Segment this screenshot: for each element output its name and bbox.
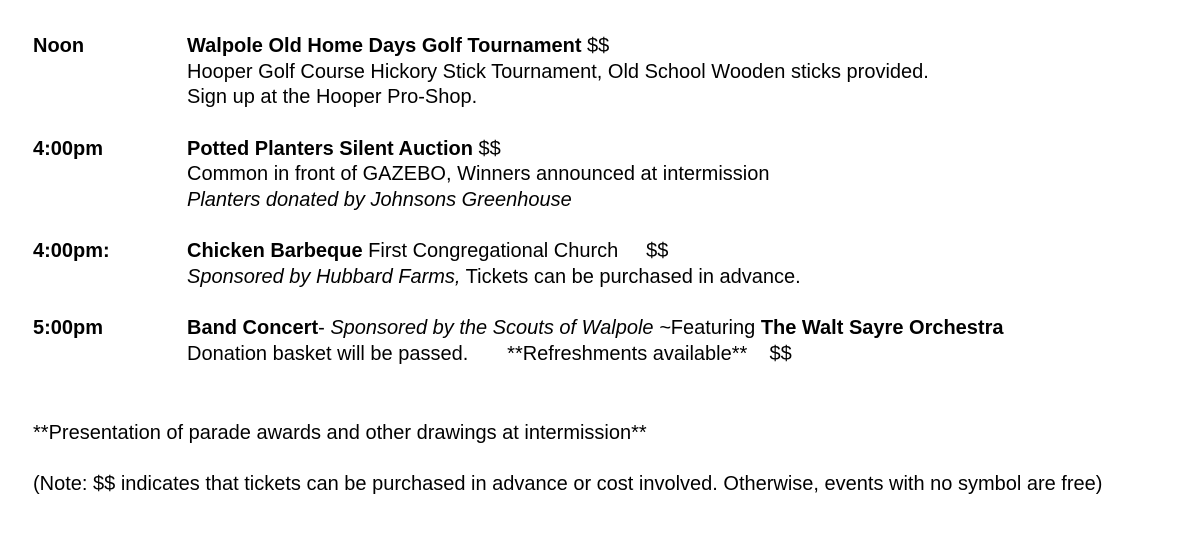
event-description: Hooper Golf Course Hickory Stick Tournament, Old School Wooden sticks provided. [187, 60, 929, 83]
event-title-dash: - [318, 317, 331, 339]
event-featured-act: The Walt Sayre Orchestra [760, 317, 1004, 339]
event-time: 5:00pm [33, 317, 104, 339]
event-title: Potted Planters Silent Auction [187, 137, 473, 160]
event-sponsor: Sponsored by Hubbard Farms, [187, 265, 461, 288]
event-description: Common in front of GAZEBO, Winners announced at intermission [187, 163, 770, 185]
event-title-line [187, 137, 1193, 163]
price-legend-note: (Note: $$ indicates that tickets can be purchased in advance or cost involved. Otherwise, events with no symbol are free) [33, 473, 1103, 495]
event-time: 4:00pm: [33, 240, 110, 262]
event-silent-auction [33, 137, 1193, 214]
event-time: 4:00pm [33, 137, 104, 160]
event-description-rest: Tickets can be purchased in advance. [460, 265, 801, 288]
event-time: Noon [33, 35, 85, 57]
event-band-concert [33, 316, 1193, 367]
event-title: Chicken Barbeque [187, 240, 363, 262]
presentation-note: **Presentation of parade awards and other drawings at intermission** [33, 422, 647, 444]
event-golf-tournament [33, 34, 1193, 111]
event-schedule [33, 34, 1193, 393]
event-title-suffix: $$ [472, 137, 501, 160]
event-title: Walpole Old Home Days Golf Tournament [187, 35, 582, 57]
event-description-extra: Sign up at the Hooper Pro-Shop. [187, 86, 478, 108]
event-description: Donation basket will be passed. **Refreshments available** $$ [187, 342, 792, 365]
event-title-suffix: First Congregational Church $$ [362, 240, 669, 262]
event-details [187, 34, 1193, 111]
event-title-line [187, 239, 1193, 265]
event-chicken-barbeque [33, 239, 1193, 290]
event-sponsor: Sponsored by the Scouts of Walpole ~ [330, 317, 671, 339]
event-featuring-label: Featuring [670, 317, 761, 339]
event-description [187, 265, 1193, 291]
event-details [187, 137, 1193, 214]
event-sponsor-note: Planters donated by Johnsons Greenhouse [187, 188, 572, 211]
event-title-line [187, 34, 1193, 60]
event-title: Band Concert [187, 317, 319, 339]
event-title-suffix: $$ [581, 35, 610, 57]
event-title-line [187, 316, 1193, 342]
event-details [187, 239, 1193, 290]
event-details [187, 316, 1193, 367]
